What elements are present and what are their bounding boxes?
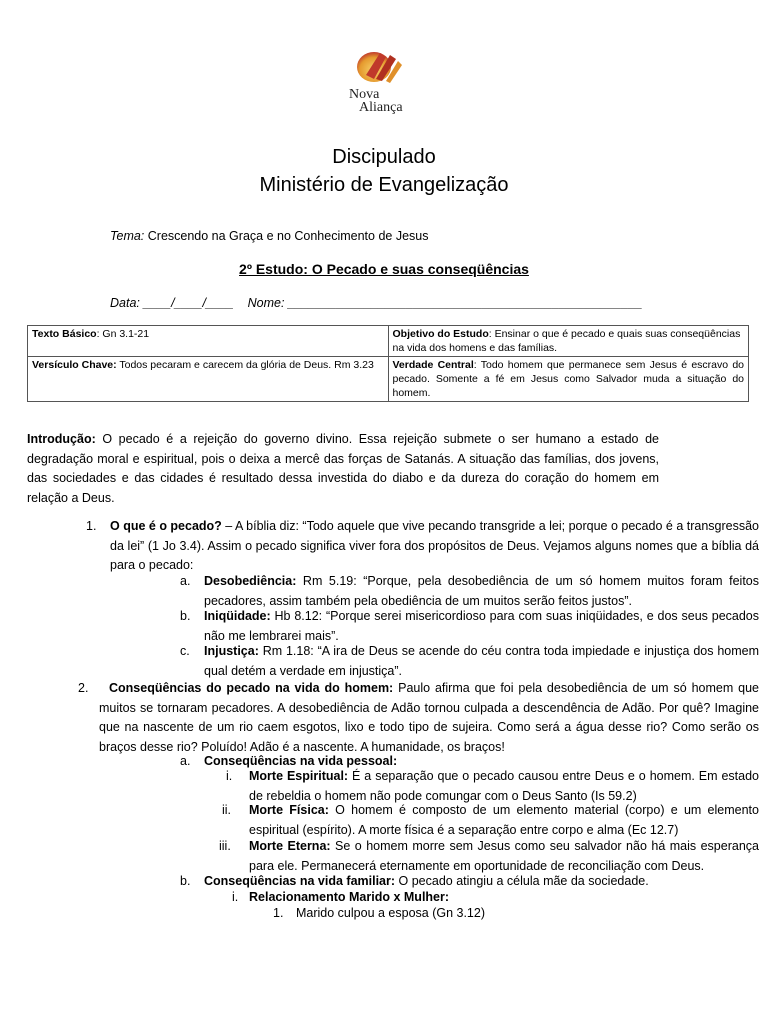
s2a-ii-label: Morte Física: [249, 803, 329, 817]
tema-line [110, 228, 428, 245]
s2-title: Conseqüências do pecado na vida do homem: [109, 681, 394, 695]
s1-title: O que é o pecado? [110, 519, 222, 533]
s2b-line [204, 873, 649, 890]
objetivo-cell [388, 326, 749, 357]
s2b-1-text: Marido culpou a esposa (Gn 3.12) [296, 906, 485, 920]
objetivo-label: Objetivo do Estudo [392, 328, 489, 340]
objetivo-value: : Ensinar o que é pecado e quais suas conseqüências na vida dos homens e das famílias. [392, 328, 741, 354]
tema-text: Crescendo na Graça e no Conhecimento de Jesus [144, 229, 429, 243]
texto-basico-label: Texto Básico [32, 328, 97, 340]
s2a-i-text: É a separação que o pecado causou entre Deus e o homem. Em estado de rebeldia o homem não pode comungar com o Deus Santo (Is 59.2) [249, 769, 760, 803]
nome-label: Nome: [247, 296, 285, 310]
s1b-marker: b. [180, 609, 191, 623]
s1c-label: Injustiça: [204, 644, 259, 658]
s2a-label: Conseqüências na vida pessoal: [204, 754, 398, 768]
s2a-iii-marker: iii. [219, 839, 231, 853]
s1c-item [204, 642, 759, 681]
intro-label: Introdução: [27, 432, 96, 446]
s1b-label: Iniqüidade: [204, 609, 271, 623]
tema-label: Tema: [110, 229, 145, 243]
s2a-ii-text: O homem é composto de um elemento material (corpo) e um elemento espiritual (espírito). A morte física é a separação entre corpo e alma (Ec 12.7) [249, 803, 759, 837]
study-info-table [27, 325, 749, 402]
versiculo-label: Versículo Chave: [32, 359, 117, 371]
verdade-cell [388, 357, 749, 402]
s2b-marker: b. [180, 874, 191, 888]
s1b-item [204, 607, 759, 646]
verdade-value: : Todo homem que permanece sem Jesus é escravo do pecado. Somente a fé em Jesus como Salvador muda a situação do homem. [392, 359, 744, 399]
s2a-iii-label: Morte Eterna: [249, 839, 331, 853]
intro-text: O pecado é a rejeição do governo divino. Essa rejeição submete o ser humano a estado de degradação moral e espiritual, pois o deixa a mercê das forças de Satanás. A situação das famílias, dos jovens, das sociedades e das cidades é resultado dessa investida do diabo e da dureza do coração do homem em relação a Deus. [27, 432, 659, 505]
s2a-i-label: Morte Espiritual: [249, 769, 349, 783]
s2a-iii-text: Se o homem morre sem Jesus como seu salvador não há mais esperança para ele. Permanecerá eternamente em oportunidade de reconciliação com Deus. [249, 839, 759, 873]
logo-line-2: Aliança [359, 100, 403, 115]
s2b-i-marker: i. [232, 890, 239, 904]
s1a-text: Rm 5.19: “Porque, pela desobediência de um só homem muitos foram feitos pecadores, assim também pela obediência de um muitos serão feitos justos”. [204, 574, 759, 608]
form-line [110, 295, 643, 312]
texto-basico-value: : Gn 3.1-21 [96, 328, 150, 340]
study-title: 2º Estudo: O Pecado e suas conseqüências [239, 261, 529, 277]
s1-paragraph [110, 517, 759, 576]
s2b-text: O pecado atingiu a célula mãe da sociedade. [395, 874, 649, 888]
versiculo-cell [28, 357, 389, 402]
s2b-i-label: Relacionamento Marido x Mulher: [249, 890, 450, 904]
s2b-label: Conseqüências na vida familiar: [204, 874, 396, 888]
s2-text: Paulo afirma que foi pela desobediência de um só homem que muitos se tornaram pecadores. A desobediência de Adão tornou culpada a descendência de Adão. Por quê? Imagine que na nascente de um rio caem esgotos, lixo e todo tipo de sujeira. Como será a água desse rio? Como serão os braços desse rio? Poluído! Adão é a nascente. A humanidade, os braços! [99, 681, 759, 754]
data-label: Data: [110, 296, 140, 310]
page-title: Discipulado [332, 146, 436, 168]
s1b-text: Hb 8.12: “Porque serei misericordioso para com suas iniqüidades, e dos seus pecados não me lembrarei mais”. [204, 609, 759, 643]
s1a-marker: a. [180, 574, 191, 588]
s2a-ii-item [249, 801, 759, 840]
s2a-marker: a. [180, 754, 191, 768]
versiculo-value: Todos pecaram e carecem da glória de Deus. Rm 3.23 [116, 359, 374, 371]
s1c-text: Rm 1.18: “A ira de Deus se acende do céu contra toda impiedade e injustiça dos homem qual detém a verdade em injustiça”. [204, 644, 759, 678]
logo-text [349, 88, 403, 114]
s1a-item [204, 572, 759, 611]
verdade-label: Verdade Central [392, 359, 474, 371]
nome-field[interactable]: ___________________________________________________ [284, 296, 643, 310]
s1a-label: Desobediência: [204, 574, 297, 588]
page-subtitle: Ministério de Evangelização [259, 174, 509, 196]
s2-paragraph [99, 679, 759, 757]
s1-number: 1. [86, 519, 97, 533]
logo-line-1: Nova [349, 87, 380, 102]
s2a-i-marker: i. [226, 769, 233, 783]
texto-basico-cell [28, 326, 389, 357]
data-field[interactable]: ____/____/____ [139, 296, 234, 310]
introduction [27, 430, 659, 508]
s2a-iii-item [249, 837, 759, 876]
s2b-1-marker: 1. [273, 906, 284, 920]
s2a-ii-marker: ii. [222, 803, 232, 817]
s1-text: – A bíblia diz: “Todo aquele que vive pecando transgride a lei; porque o pecado é a transgressão da lei” (1 Jo 3.4). Assim o pecado significa viver fora dos propósitos de Deus. Vejamos alguns nomes que a bíblia dá para o pecado: [110, 519, 759, 572]
s1c-marker: c. [180, 644, 190, 658]
s2-number: 2. [78, 681, 89, 695]
